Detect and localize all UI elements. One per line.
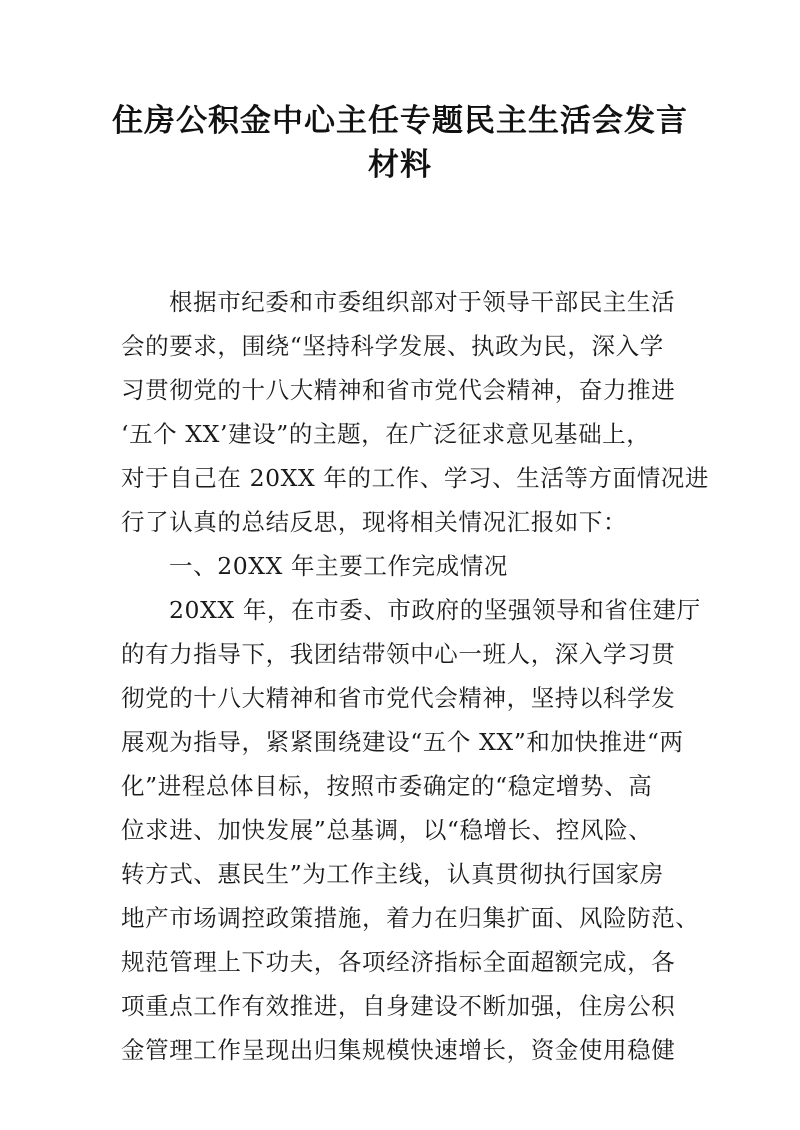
paragraph-line: 规范管理上下功夫，各项经济指标全面超额完成，各: [121, 948, 676, 976]
paragraph-line: 项重点工作有效推进，自身建设不断加强，住房公积: [121, 992, 676, 1020]
paragraph-line: 金管理工作呈现出归集规模快速增长，资金使用稳健: [121, 1036, 676, 1064]
section-heading: 一、20XX 年主要工作完成情况: [169, 552, 508, 580]
paragraph-line: 根据市纪委和市委组织部对于领导干部民主生活: [169, 288, 676, 316]
paragraph-line: 转方式、惠民生”为工作主线，认真贯彻执行国家房: [121, 860, 664, 888]
paragraph-line: 20XX 年，在市委、市政府的坚强领导和省住建厅: [169, 596, 701, 624]
paragraph-line: 会的要求，围绕“坚持科学发展、执政为民，深入学: [121, 332, 664, 360]
paragraph-line: 展观为指导，紧紧围绕建设“五个 XX”和加快推进“两: [121, 728, 684, 756]
paragraph-line: ‘五个 XX’建设”的主题，在广泛征求意见基础上，: [121, 420, 651, 448]
paragraph-line: 习贯彻党的十八大精神和省市党代会精神，奋力推进: [121, 376, 676, 404]
paragraph-line: 的有力指导下，我团结带领中心一班人，深入学习贯: [121, 640, 676, 668]
paragraph-line: 行了认真的总结反思，现将相关情况汇报如下：: [121, 508, 628, 536]
paragraph-line: 对于自己在 20XX 年的工作、学习、生活等方面情况进: [121, 464, 710, 492]
paragraph-line: 地产市场调控政策措施，着力在归集扩面、风险防范、: [121, 904, 700, 932]
paragraph-line: 彻党的十八大精神和省市党代会精神，坚持以科学发: [121, 684, 676, 712]
paragraph-line: 化”进程总体目标，按照市委确定的“稳定增势、高: [121, 772, 653, 800]
document-title-line-1: 住房公积金中心主任专题民主生活会发言: [112, 103, 688, 139]
document-title-line-2: 材料: [368, 147, 432, 183]
paragraph-line: 位求进、加快发展”总基调，以“稳增长、控风险、: [121, 816, 653, 844]
